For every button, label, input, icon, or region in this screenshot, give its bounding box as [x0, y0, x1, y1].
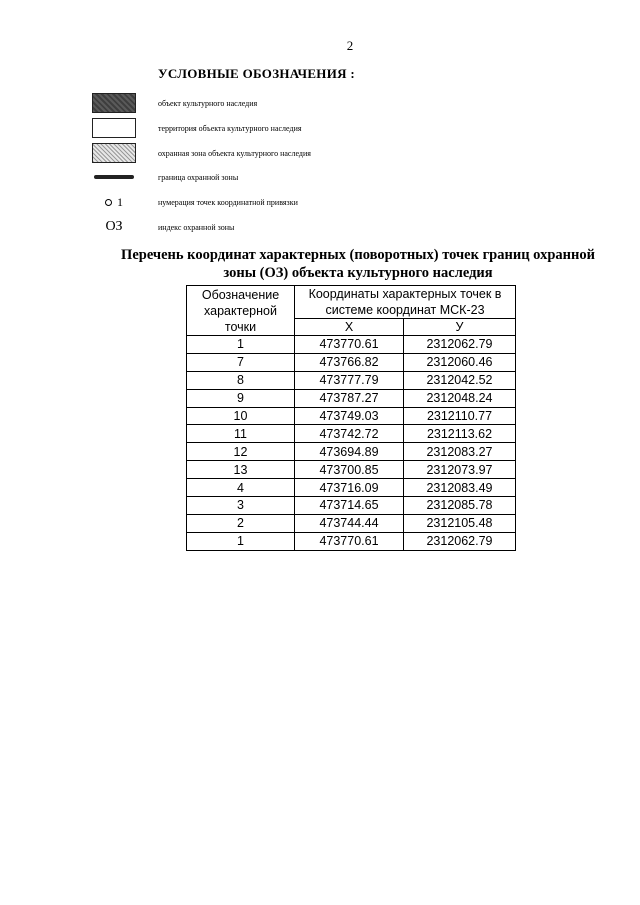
cell-y: 2312073.97 — [404, 461, 516, 479]
coordinates-table — [186, 285, 516, 551]
header-x: Х — [295, 319, 404, 336]
cell-y: 2312083.49 — [404, 479, 516, 497]
table-row — [187, 353, 516, 371]
cell-point: 13 — [187, 461, 295, 479]
cell-x: 473766.82 — [295, 353, 404, 371]
cell-point: 3 — [187, 497, 295, 515]
cell-x: 473700.85 — [295, 461, 404, 479]
point-marker-symbol — [92, 192, 136, 212]
cell-y: 2312062.79 — [404, 336, 516, 354]
legend-item-zone-boundary — [92, 166, 239, 188]
cell-y: 2312105.48 — [404, 514, 516, 532]
cell-x: 473714.65 — [295, 497, 404, 515]
legend-item-label: охранная зона объекта культурного наследия — [158, 148, 311, 158]
legend-item-protection-zone — [92, 142, 311, 164]
cell-point: 1 — [187, 532, 295, 550]
legend-item-label: граница охранной зоны — [158, 172, 239, 182]
point-marker-icon — [105, 199, 112, 206]
legend-item-label: территория объекта культурного наследия — [158, 123, 302, 133]
cell-point: 12 — [187, 443, 295, 461]
header-coordinates: Координаты характерных точек в системе координат МСК-23 — [295, 286, 516, 319]
legend-item-label: объект культурного наследия — [158, 98, 258, 108]
heading-line-1: Перечень координат характерных (поворотных) точек границ охранной — [121, 247, 595, 263]
table-row — [187, 532, 516, 550]
page-number: 2 — [346, 38, 354, 53]
cell-point: 9 — [187, 389, 295, 407]
heritage-object-swatch — [92, 93, 136, 113]
table-row — [187, 443, 516, 461]
cell-y: 2312083.27 — [404, 443, 516, 461]
table-row — [187, 461, 516, 479]
cell-y: 2312113.62 — [404, 425, 516, 443]
zone-index-symbol: ОЗ — [105, 219, 123, 234]
table-row — [187, 514, 516, 532]
header-point: Обозначение характерной точки — [187, 286, 295, 336]
legend-item-label: индекс охранной зоны — [158, 222, 235, 232]
table-row — [187, 407, 516, 425]
zone-boundary-line — [94, 175, 134, 179]
legend-item-label: нумерация точек координатной привязки — [158, 197, 298, 207]
legend-item-zone-index — [92, 216, 235, 238]
cell-x: 473770.61 — [295, 336, 404, 354]
cell-point: 10 — [187, 407, 295, 425]
cell-y: 2312062.79 — [404, 532, 516, 550]
cell-point: 2 — [187, 514, 295, 532]
territory-swatch — [92, 118, 136, 138]
heading-line-2: зоны (ОЗ) объекта культурного наследия — [223, 265, 493, 281]
coordinates-heading — [100, 246, 616, 282]
cell-point: 4 — [187, 479, 295, 497]
cell-y: 2312060.46 — [404, 353, 516, 371]
cell-x: 473787.27 — [295, 389, 404, 407]
cell-point: 1 — [187, 336, 295, 354]
cell-x: 473777.79 — [295, 371, 404, 389]
legend-item-heritage-object — [92, 92, 258, 114]
table-row — [187, 371, 516, 389]
cell-point: 7 — [187, 353, 295, 371]
cell-x: 473716.09 — [295, 479, 404, 497]
table-row — [187, 336, 516, 354]
table-row — [187, 389, 516, 407]
cell-y: 2312042.52 — [404, 371, 516, 389]
point-marker-number: 1 — [117, 194, 123, 209]
cell-x: 473770.61 — [295, 532, 404, 550]
cell-point: 8 — [187, 371, 295, 389]
cell-y: 2312048.24 — [404, 389, 516, 407]
cell-x: 473744.44 — [295, 514, 404, 532]
table-row — [187, 497, 516, 515]
legend-title: УСЛОВНЫЕ ОБОЗНАЧЕНИЯ : — [158, 66, 355, 81]
table-row — [187, 425, 516, 443]
legend-item-territory — [92, 117, 302, 139]
cell-point: 11 — [187, 425, 295, 443]
cell-x: 473749.03 — [295, 407, 404, 425]
cell-x: 473694.89 — [295, 443, 404, 461]
legend-item-point-numbering — [92, 191, 298, 213]
cell-x: 473742.72 — [295, 425, 404, 443]
protection-zone-swatch — [92, 143, 136, 163]
cell-y: 2312085.78 — [404, 497, 516, 515]
table-row — [187, 479, 516, 497]
cell-y: 2312110.77 — [404, 407, 516, 425]
header-y: У — [404, 319, 516, 336]
